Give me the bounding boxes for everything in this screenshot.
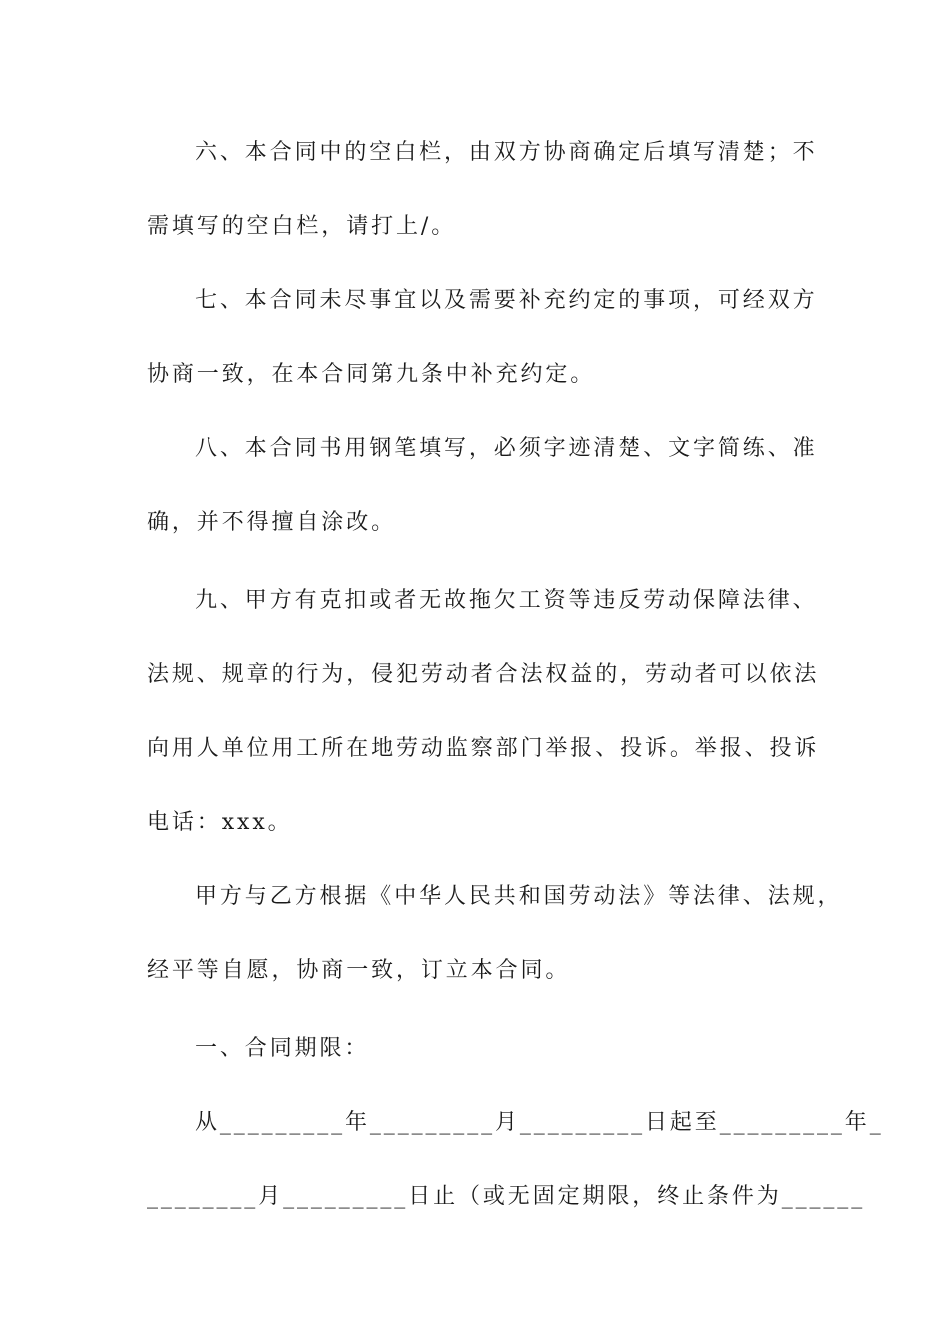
section-heading-contract-term: 一、合同期限：	[195, 1036, 370, 1061]
clause-8-line-2: 确，并不得擅自涂改。	[147, 510, 397, 535]
clause-9-line-2: 法规、规章的行为，侵犯劳动者合法权益的，劳动者可以依法	[147, 662, 820, 687]
clause-7-line-1: 七、本合同未尽事宜以及需要补充约定的事项，可经双方	[195, 288, 818, 313]
clause-8-line-1: 八、本合同书用钢笔填写，必须字迹清楚、文字简练、准	[195, 436, 818, 461]
clause-9-line-3: 向用人单位用工所在地劳动监察部门举报、投诉。举报、投诉	[147, 736, 820, 761]
contract-term-line-2: ________月_________日止（或无固定期限，终止条件为______	[147, 1184, 866, 1209]
preamble-line-1: 甲方与乙方根据《中华人民共和国劳动法》等法律、法规，	[195, 884, 843, 909]
contract-term-line-1: 从_________年_________月_________日起至_________年_	[195, 1110, 884, 1135]
preamble-line-2: 经平等自愿，协商一致，订立本合同。	[147, 958, 571, 983]
clause-6-line-2: 需填写的空白栏，请打上/。	[147, 214, 457, 239]
clause-9-line-4: 电话：xxx。	[147, 810, 293, 835]
clause-9-line-1: 九、甲方有克扣或者无故拖欠工资等违反劳动保障法律、	[195, 588, 818, 613]
clause-7-line-2: 协商一致，在本合同第九条中补充约定。	[147, 362, 596, 387]
clause-6-line-1: 六、本合同中的空白栏，由双方协商确定后填写清楚；不	[195, 140, 818, 165]
